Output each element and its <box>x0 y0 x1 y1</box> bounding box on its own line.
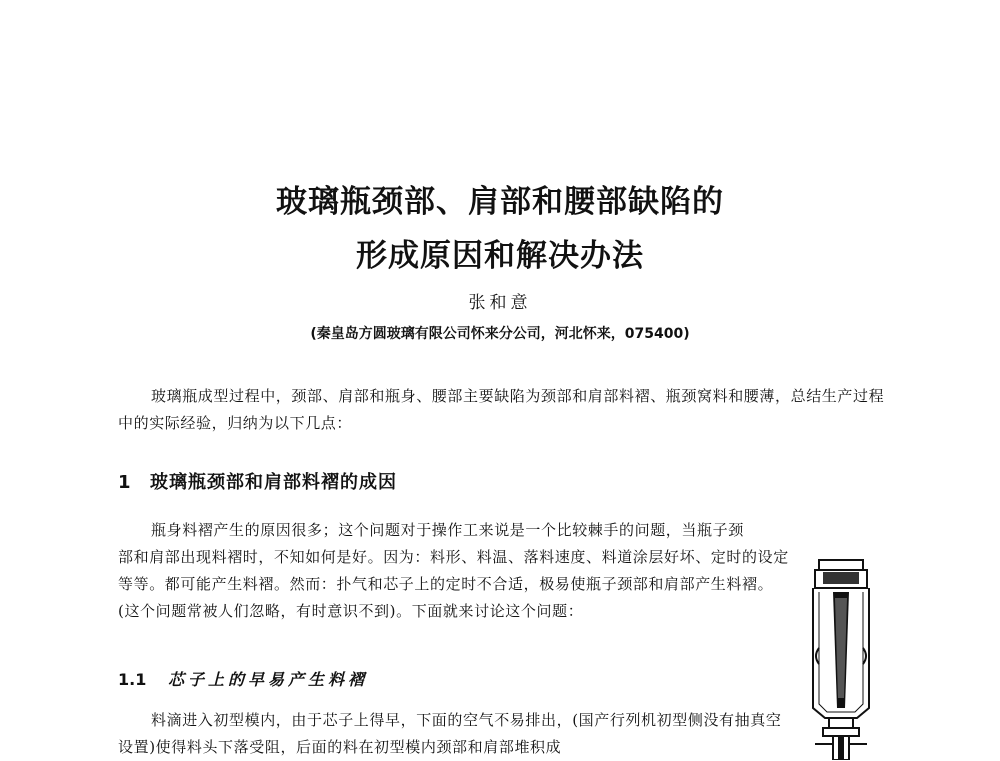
subsection-number: 1.1 <box>118 670 147 689</box>
section-title: 玻璃瓶颈部和肩部料褶的成因 <box>150 472 397 493</box>
subsection-paragraph: 料滴进入初型模内，由于芯子上得早，下面的空气不易排出，(国产行列机初型侧没有抽真空设置)使得料头下落受阻，后面的料在初型模内颈部和肩部堆积成 <box>118 711 782 756</box>
section-number: 1 <box>118 472 132 493</box>
intro-paragraph: 玻璃瓶成型过程中，颈部、肩部和瓶身、腰部主要缺陷为颈部和肩部料褶、瓶颈窝料和腰薄，总结生产过程中的实际经验，归纳为以下几点： <box>118 387 885 432</box>
subsection-heading <box>118 667 368 690</box>
section-paragraph-body: 部和肩部出现料褶时，不知如何是好。因为：料形、料温、落料速度、料道涂层好坏、定时的设定等等。都可能产生料褶。然而：扑气和芯子上的定时不合适，极易使瓶子颈部和肩部产生料褶。(这个问题常被人们忽略，有时意识不到)。下面就来讨论这个问题： <box>118 548 789 620</box>
section-paragraph-start: 瓶身料褶产生的原因很多；这个问题对于操作工来说是一个比较棘手的问题，当瓶子颈 <box>151 521 744 539</box>
subsection-title: 芯子上的早易产生料褶 <box>168 670 369 689</box>
section-heading <box>118 468 397 494</box>
paper-title-line-2: 形成原因和解决办法 <box>356 238 644 274</box>
mold-plunger-figure <box>805 558 875 760</box>
paper-title-line-1: 玻璃瓶颈部、肩部和腰部缺陷的 <box>276 184 724 220</box>
author-name: 张和意 <box>468 293 532 313</box>
author-affiliation: (秦皇岛方圆玻璃有限公司怀来分公司，河北怀来，075400) <box>310 326 690 342</box>
